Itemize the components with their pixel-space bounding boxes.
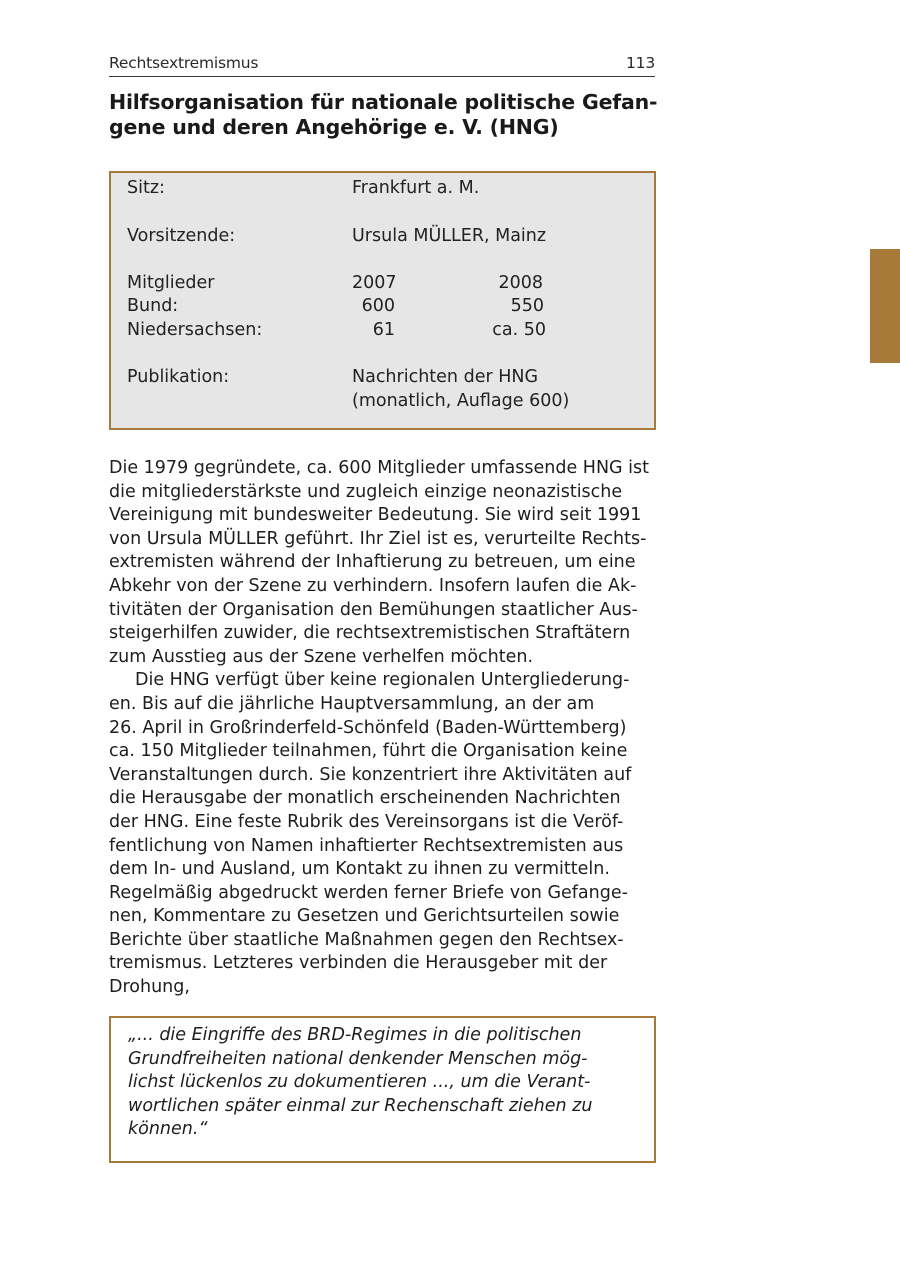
- bund-2008: 550: [510, 296, 544, 316]
- quote-line: lichst lückenlos zu dokumentieren ..., um die Verant-: [128, 1072, 591, 1093]
- bund-2007: 600: [361, 296, 395, 316]
- niedersachsen-2007: 61: [372, 320, 395, 340]
- body-line: tivitäten der Organisation den Bemühungen staatlicher Aus-: [109, 599, 638, 620]
- quote-box: [109, 1016, 656, 1163]
- row-label-niedersachsen: Niedersachsen:: [127, 320, 263, 340]
- quote-line: „... die Eingriffe des BRD-Regimes in die politischen: [128, 1025, 582, 1045]
- body-line: en. Bis auf die jährliche Hauptversammlung, an der am: [109, 693, 595, 714]
- body-line: 26. April in Großrinderfeld-Schönfeld (Baden-Württemberg): [109, 717, 627, 738]
- niedersachsen-2008: ca. 50: [492, 320, 546, 340]
- body-line: extremisten während der Inhaftierung zu betreuen, um eine: [109, 552, 636, 573]
- body-line: ca. 150 Mitglieder teilnahmen, führt die Organisation keine: [109, 741, 628, 762]
- article-title: [109, 90, 669, 140]
- quote-line: können.“: [128, 1119, 208, 1140]
- body-line: die mitgliederstärkste und zugleich einzige neonazistische: [109, 481, 623, 502]
- body-line: Berichte über staatliche Maßnahmen gegen den Rechtsex-: [109, 929, 624, 950]
- title-line-2: gene und deren Angehörige e. V. (HNG): [109, 115, 559, 139]
- body-line: tremismus. Letzteres verbinden die Herausgeber mit der: [109, 953, 608, 974]
- fact-box: [109, 171, 656, 430]
- publication-label: Publikation:: [127, 367, 230, 387]
- body-line: steigerhilfen zuwider, die rechtsextremistischen Straftätern: [109, 623, 631, 644]
- body-line: Abkehr von der Szene zu verhindern. Insofern laufen die Ak-: [109, 575, 637, 596]
- title-line-1: Hilfsorganisation für nationale politische Gefan-: [109, 90, 658, 114]
- page-number: 113: [626, 54, 655, 72]
- body-text: [109, 457, 655, 1000]
- body-line: die Herausgabe der monatlich erscheinenden Nachrichten: [109, 788, 621, 809]
- body-line: Vereinigung mit bundesweiter Bedeutung. Sie wird seit 1991: [109, 505, 642, 526]
- body-line: Regelmäßig abgedruckt werden ferner Briefe von Gefange-: [109, 882, 628, 903]
- body-line: nen, Kommentare zu Gesetzen und Gerichtsurteilen sowie: [109, 906, 620, 927]
- chapter-thumb-tab: [870, 249, 900, 363]
- body-line: Drohung,: [109, 977, 190, 998]
- row-label-bund: Bund:: [127, 296, 179, 316]
- body-line: dem In- und Ausland, um Kontakt zu ihnen zu vermitteln.: [109, 859, 610, 880]
- body-line: Veranstaltungen durch. Sie konzentriert ihre Aktivitäten auf: [109, 764, 632, 785]
- publication-line-2: (monatlich, Auflage 600): [352, 391, 570, 411]
- body-line: der HNG. Eine feste Rubrik des Vereinsorgans ist die Veröf-: [109, 811, 624, 832]
- quote-line: wortlichen später einmal zur Rechenschaft ziehen zu: [128, 1095, 593, 1116]
- body-line: von Ursula MÜLLER geführt. Ihr Ziel ist es, verurteilte Rechts-: [109, 528, 647, 549]
- quote-line: Grundfreiheiten national denkender Menschen mög-: [128, 1048, 588, 1069]
- quote-text: [128, 1024, 592, 1142]
- body-line: Die HNG verfügt über keine regionalen Untergliederung-: [135, 670, 630, 691]
- members-label: Mitglieder: [127, 273, 215, 293]
- chair-value: Ursula MÜLLER, Mainz: [352, 226, 547, 246]
- seat-label: Sitz:: [127, 178, 165, 198]
- year-2008: 2008: [498, 273, 543, 293]
- chair-label: Vorsitzende:: [127, 226, 236, 246]
- year-2007: 2007: [352, 273, 397, 293]
- body-line: Die 1979 gegründete, ca. 600 Mitglieder umfassende HNG ist: [109, 458, 650, 478]
- seat-value: Frankfurt a. M.: [352, 178, 480, 198]
- publication-line-1: Nachrichten der HNG: [352, 367, 539, 387]
- running-header: [109, 52, 655, 77]
- header-section-title: Rechtsextremismus: [109, 54, 259, 72]
- body-line: fentlichung von Namen inhaftierter Rechtsextremisten aus: [109, 835, 624, 856]
- body-line: zum Ausstieg aus der Szene verhelfen möchten.: [109, 646, 534, 667]
